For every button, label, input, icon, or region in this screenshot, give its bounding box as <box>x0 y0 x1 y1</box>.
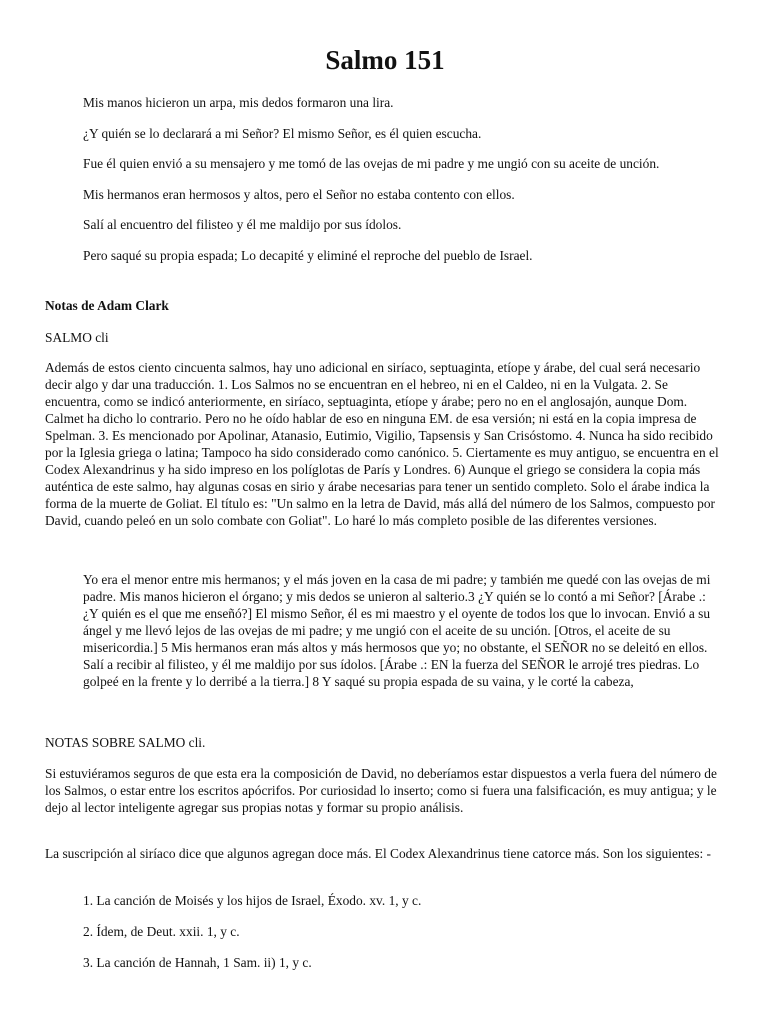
verse-3: Fue él quien envió a su mensajero y me tomó de las ovejas de mi padre y me ungió con su aceite de unción. <box>83 156 660 172</box>
notes-heading-block <box>45 297 720 314</box>
quoted-psalm-block <box>83 571 713 690</box>
paragraph-2: Si estuviéramos seguros de que esta era la composición de David, no deberíamos estar dispuestos a verla fuera del número de los Salmos, o estar entre los escritos apócrifos. Por curiosidad lo inserto; como si fuera una falsificación, es muy antigua; y le dejo al lector inteligente agregar sus propias notas y formar su propio análisis. <box>45 766 717 815</box>
verse-2: ¿Y quién se lo declarará a mi Señor? El mismo Señor, es él quien escucha. <box>83 125 482 141</box>
canticle-list <box>83 892 713 985</box>
verse-4: Mis hermanos eran hermosos y altos, pero el Señor no estaba contento con ellos. <box>83 186 515 202</box>
paragraph-3-block <box>45 845 720 862</box>
intro-paragraph: Además de estos ciento cincuenta salmos, hay uno adicional en siríaco, septuaginta, etíope y árabe, del cual será necesario decir algo y dar una traducción. 1. Los Salmos no se encuentran en el hebreo, ni en el Caldeo, ni en la Vulgata. 2. Se encuentra, como se indicó anteriormente, en siríaco, septuaginta, etíope y árabe; pero no en el anglosajón, aunque Dom. Calmet ha dicho lo contrario. Pero no he oído hablar de eso en ninguna EM. de esa versión; ni está en la copia impresa de Spelman. 3. Es mencionado por Apolinar, Atanasio, Eutimio, Vigilio, Tapsensis y San Crisóstomo. 4. Nunca ha sido recibido por la Iglesia griega o latina; Tampoco ha sido considerado como canónico. 5. Ciertamente es muy antiguo, se encuentra en el Codex Alexandrinus y ha sido impreso en los políglotas de París y Londres. 6) Aunque el griego se considera la copia más auténtica de este salmo, hay algunas cosas en sirio y árabe necesarias para tener un sentido completo. Solo el árabe indica la forma de la muerte de Goliat. El título es: "Un salmo en la letra de David, más allá del número de los Salmos, compuesto por David, cuando peleó en un solo combate con Goliat". Lo haré lo más completo posible de las diferentes versiones. <box>45 360 719 528</box>
verse-6: Pero saqué su propia espada; Lo decapité y eliminé el reproche del pueblo de Israel. <box>83 247 533 263</box>
psalm-verses <box>83 94 713 278</box>
verse-1: Mis manos hicieron un arpa, mis dedos formaron una lira. <box>83 95 394 110</box>
salmo-label: SALMO cli <box>45 330 109 345</box>
notes-heading: Notas de Adam Clark <box>45 298 169 313</box>
quoted-psalm-text: Yo era el menor entre mis hermanos; y el más joven en la casa de mi padre; y también me quedé con las ovejas de mi padre. Mis manos hicieron el órgano; y mis dedos se unieron al salterio.3 ¿Y quién se lo contó a mi Señor? [Árabe .: ¿Y quién es el que me enseñó?] El mismo Señor, él es mi maestro y el oyente de todos los que lo invocan. Envió a su ángel y me llevó lejos de las ovejas de mi padre; y me ungió con el aceite de su unción. [Otros, el aceite de su misericordia.] 5 Mis hermanos eran más altos y más hermosos que yo; no obstante, el SEÑOR no se deleitó en ellos. Salí a recibir al filisteo, y él me maldijo por sus ídolos. [Árabe .: EN la fuerza del SEÑOR le arrojé tres piedras. Lo golpeé en la frente y lo derribé a la tierra.] 8 Y saqué su propia espada de su vaina, y le corté la cabeza, <box>83 572 711 689</box>
verse-5: Salí al encuentro del filisteo y él me maldijo por sus ídolos. <box>83 217 402 233</box>
paragraph-2-block <box>45 765 720 816</box>
notes-label-2: NOTAS SOBRE SALMO cli. <box>45 735 206 750</box>
paragraph-3: La suscripción al siríaco dice que algunos agregan doce más. El Codex Alexandrinus tiene catorce más. Son los siguientes: - <box>45 846 711 861</box>
list-item: 3. La canción de Hannah, 1 Sam. ii) 1, y c. <box>83 955 312 970</box>
page-title: Salmo 151 <box>325 45 445 75</box>
list-item: 2. Ídem, de Deut. xxii. 1, y c. <box>83 924 240 939</box>
salmo-label-block <box>45 329 720 346</box>
list-item: 1. La canción de Moisés y los hijos de Israel, Éxodo. xv. 1, y c. <box>83 893 422 908</box>
notes-label-2-block <box>45 734 720 751</box>
intro-paragraph-block <box>45 359 720 529</box>
